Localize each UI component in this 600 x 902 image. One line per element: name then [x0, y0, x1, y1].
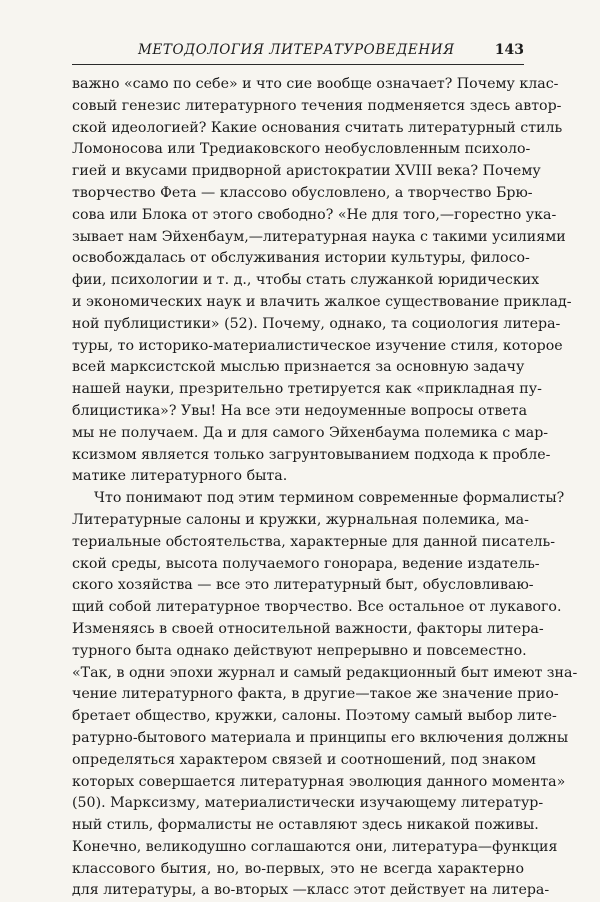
text-line: матике литературного быта. [72, 468, 288, 485]
text-line: классового бытия, но, во-первых, это не всегда характерно [72, 860, 524, 877]
text-line: важно «само по себе» и что сие вообще означает? Почему клас- [72, 76, 559, 92]
text-line: «Так, в одни эпохи журнал и самый редакционный быт имеют зна- [72, 664, 578, 681]
text-line: Ломоносова или Тредиаковского необусловленным психоло- [72, 141, 531, 158]
paragraph [72, 74, 572, 488]
text-line: фии, психологии и т. д., чтобы стать служанкой юридических [72, 272, 540, 289]
text-line: определяться характером связей и соотношений, под знаком [72, 751, 536, 768]
text-line: ского хозяйства — все это литературный быт, обусловливаю- [72, 577, 534, 594]
book-page [72, 38, 578, 902]
text-line: ратурно-бытового материала и принципы его включения должны [72, 729, 569, 746]
text-line: (50). Марксизму, материалистически изучающему литератур- [72, 795, 544, 812]
text-line: Литературные салоны и кружки, журнальная полемика, ма- [72, 511, 529, 528]
text-line: мы не получаем. Да и для самого Эйхенбаума полемика с мар- [72, 424, 549, 441]
text-line: сова или Блока от этого свободно? «Не для того,—горестно ука- [72, 206, 557, 223]
running-head: МЕТОДОЛОГИЯ ЛИТЕРАТУРОВЕДЕНИЯ [138, 42, 455, 58]
text-line: ный стиль, формалисты не оставляют здесь никакой поживы. [72, 817, 539, 834]
text-line: блицистика»? Увы! На все эти недоуменные вопросы ответа [72, 402, 528, 419]
text-line: и экономических наук и влачить жалкое существование приклад- [72, 293, 572, 310]
text-line: Что понимают под этим термином современные формалисты? [94, 490, 565, 507]
text-line: зывает нам Эйхенбаум,—литературная наука с такими усилиями [72, 228, 566, 245]
text-line: совый генезис литературного течения подменяется здесь автор- [72, 97, 562, 114]
text-line: творчество Фета — классово обусловлено, а творчество Брю- [72, 184, 533, 201]
text-line: териальные обстоятельства, характерные для данной писатель- [72, 533, 556, 550]
text-line: туры, то историко-материалистическое изучение стиля, которое [72, 337, 563, 354]
text-line: щий собой литературное творчество. Все остальное от лукавого. [72, 599, 562, 616]
text-line: ской идеологией? Какие основания считать литературный стиль [72, 119, 563, 136]
text-line: бретает общество, кружки, салоны. Поэтому самый выбор лите- [72, 708, 557, 725]
text-line: гией и вкусами придворной аристократии XVIII века? Почему [72, 163, 541, 180]
text-line: Конечно, великодушно соглашаются они, литература—функция [72, 838, 558, 855]
text-line: Изменяясь в своей относительной важности, факторы литера- [72, 620, 544, 637]
page-number: 143 [494, 42, 524, 58]
paragraph [72, 488, 578, 902]
text-line: всей марксистской мыслью признается за основную задачу [72, 359, 525, 376]
text-line: освобождалась от обслуживания истории культуры, филосо- [72, 250, 530, 267]
text-line: ской среды, высота получаемого гонорара, ведение издатель- [72, 555, 540, 572]
body-text [72, 74, 578, 902]
text-line: ной публицистики» (52). Почему, однако, та социология литера- [72, 315, 561, 332]
text-line: чение литературного факта, в другие—такое же значение прио- [72, 686, 559, 703]
text-line: ксизмом является только загрунтовыванием подхода к пробле- [72, 446, 551, 463]
page-header [72, 38, 524, 65]
text-line: которых совершается литературная эволюция данного момента» [72, 773, 566, 790]
text-line: для литературы, а во-вторых —класс этот действует на литера- [72, 882, 550, 899]
text-line: турного быта однако действуют непрерывно и повсеместно. [72, 642, 527, 659]
text-line: нашей науки, презрительно третируется как «прикладная пу- [72, 381, 542, 398]
